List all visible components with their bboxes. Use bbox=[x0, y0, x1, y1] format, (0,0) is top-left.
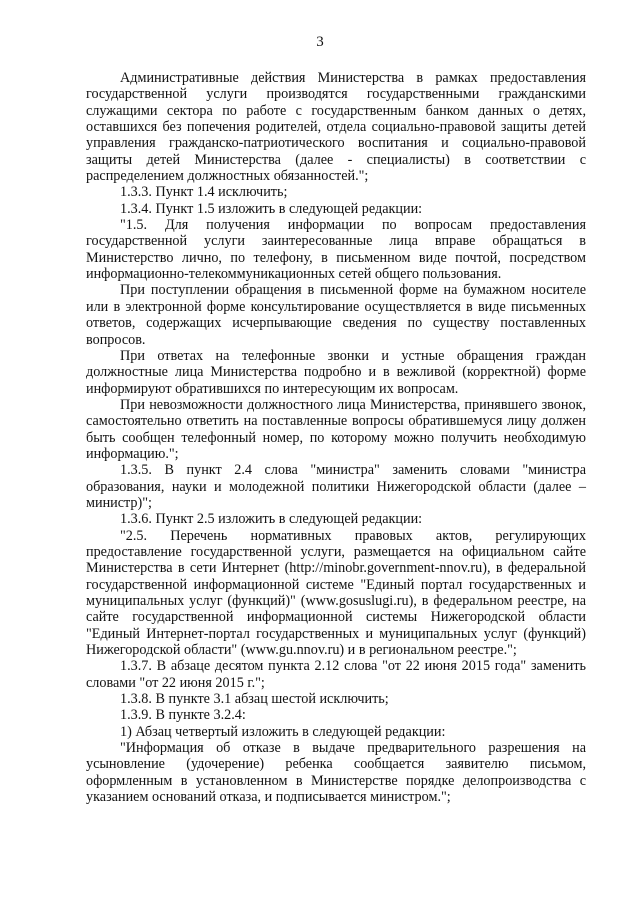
paragraph-1-3-5: 1.3.5. В пункт 2.4 слова "министра" заменить словами "министра образования, науки и молодежной политики Нижегородской области (далее – министр)"; bbox=[86, 462, 586, 511]
paragraph-1-3-3: 1.3.3. Пункт 1.4 исключить; bbox=[120, 184, 288, 201]
paragraph-phone-number: При невозможности должностного лица Министерства, принявшего звонок, самостоятельно ответить на поставленные вопросы обратившемуся лицу должен быть сообщен телефонный номер, по которому можно получить необходимую информацию."; bbox=[86, 396, 586, 462]
page-number: 3 bbox=[316, 34, 324, 50]
document-body bbox=[86, 70, 586, 805]
paragraph-1-3-9: 1.3.9. В пункте 3.2.4: bbox=[120, 707, 246, 724]
paragraph-1-3-7: 1.3.7. В абзаце десятом пункта 2.12 слова "от 22 июня 2015 года" заменить словами "от 22 июня 2015 г."; bbox=[86, 658, 586, 691]
paragraph-responsible-staff: Административные действия Министерства в рамках предоставления государственной услуги производятся государственными гражданскими служащими сектора по работе с государственным банком данных о детях, оставшихся без попечения родителей, отдела социально-правовой защиты детей управления гражданско-патриотического воспитания и социально-правовой защиты детей Министерства (далее - специалисты) в соответствии с распределением должностных обязанностей."; bbox=[86, 70, 586, 185]
paragraph-item-1: 1) Абзац четвертый изложить в следующей редакции: bbox=[120, 723, 446, 740]
paragraph-2-5: "2.5. Перечень нормативных правовых актов, регулирующих предоставление государственной услуги, размещается на официальном сайте Министерства в сети Интернет (http://minobr.government-nnov.ru), в федеральной государственной информационной системе "Единый портал государственных и муниципальных услуг (функций)" (www.gosuslugi.ru), в федеральном реестре, на сайте государственной информационной системы Нижегородской области "Единый Интернет-портал государственных и муниципальных услуг (функций) Нижегородской области" (www.gu.nnov.ru) и в региональном реестре."; bbox=[86, 527, 586, 659]
paragraph-phone-answers: При ответах на телефонные звонки и устные обращения граждан должностные лица Министерства подробно и в вежливой (корректной) форме информируют обратившихся по интересующим их вопросам. bbox=[86, 347, 586, 397]
paragraph-1-3-8: 1.3.8. В пункте 3.1 абзац шестой исключить; bbox=[120, 691, 389, 708]
paragraph-refusal-info: "Информация об отказе в выдаче предварительного разрешения на усыновление (удочерение) ребенка сообщается заявителю письмом, оформленным в установленном в Министерстве порядке делопроизводства с указанием оснований отказа, и подписывается министром."; bbox=[86, 740, 586, 806]
paragraph-1-5: "1.5. Для получения информации по вопросам предоставления государственной услуги заинтересованные лица вправе обращаться в Министерство лично, по телефону, в письменном виде почтой, посредством информационно-телекоммуникационных сетей общего пользования. bbox=[86, 217, 586, 283]
paragraph-1-3-4: 1.3.4. Пункт 1.5 изложить в следующей редакции: bbox=[120, 200, 423, 217]
paragraph-written-requests: При поступлении обращения в письменной форме на бумажном носителе или в электронной форме консультирование осуществляется в виде письменных ответов, содержащих исчерпывающие сведения по существу поставленных вопросов. bbox=[86, 282, 586, 348]
paragraph-1-3-6: 1.3.6. Пункт 2.5 изложить в следующей редакции: bbox=[120, 511, 423, 528]
